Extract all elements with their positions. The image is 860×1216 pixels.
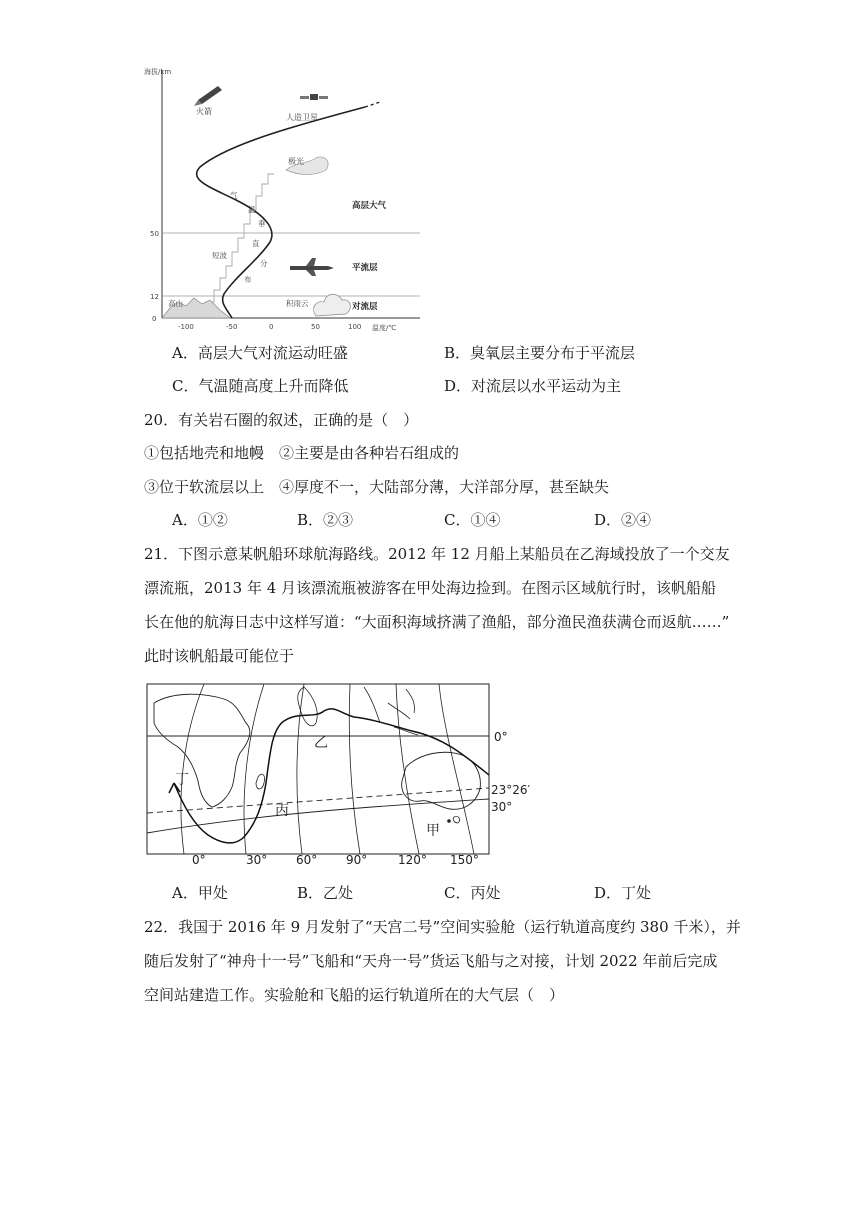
q22-stem-line-2: 随后发射了“神舟十一号”飞船和“天舟一号”货运飞船与之对接，计划 2022 年前后完成 <box>144 952 718 970</box>
rocket-icon <box>194 86 222 106</box>
q20-option-b: B．②③ <box>297 511 354 529</box>
mountain-label: 高山 <box>168 299 183 308</box>
x-axis-title: 温度/℃ <box>372 324 397 332</box>
q20-items-1: ①包括地壳和地幔 ②主要是由各种岩石组成的 <box>144 444 460 462</box>
airplane-icon <box>290 258 334 276</box>
q20-items-2: ③位于软流层以上 ④厚度不一，大陆部分薄，大洋部分厚，甚至缺失 <box>144 478 610 496</box>
q19-option-c: C．气温随高度上升而降低 <box>172 377 349 395</box>
x-tick-label: -100 <box>178 323 194 331</box>
q21-stem-line-4: 此时该帆船最可能位于 <box>144 647 295 665</box>
lon-label: 150° <box>450 853 479 867</box>
route-map <box>144 683 544 869</box>
q20-option-c: C．①④ <box>444 511 501 529</box>
q22-stem-line-3: 空间站建造工作。实验舱和飞船的运行轨道所在的大气层（ ） <box>144 986 565 1004</box>
vertical-label: 垂 <box>258 219 266 228</box>
q19-option-d: D．对流层以水平运动为主 <box>444 377 622 395</box>
y-tick-label: 12 <box>150 293 159 301</box>
q20-stem: 20．有关岩石圈的叙述，正确的是（ ） <box>144 411 419 429</box>
lon-label: 90° <box>346 853 368 867</box>
place-jia-label: 甲 <box>426 823 440 839</box>
lon-label: 0° <box>192 853 206 867</box>
aurora-label: 极光 <box>288 157 304 166</box>
lat-label: 30° <box>491 800 513 814</box>
y-tick-label: 0 <box>152 315 157 323</box>
vertical-label: 气 <box>230 191 238 200</box>
lat-label: 0° <box>494 730 508 744</box>
cloud-icon <box>314 294 351 316</box>
x-tick-label: 100 <box>348 323 362 331</box>
x-tick-label: 0 <box>269 323 274 331</box>
q21-option-a: A．甲处 <box>172 884 228 902</box>
place-yi-label: 乙 <box>314 735 328 751</box>
atmosphere-figure <box>140 62 430 334</box>
place-bing-label: 丙 <box>275 803 289 819</box>
shortwave-label: 短波 <box>212 251 227 260</box>
satellite-label: 人造卫星 <box>286 113 318 122</box>
y-axis-title: 海拔/km <box>144 68 172 76</box>
shortwave-path <box>202 174 274 312</box>
q19-option-b: B．臭氧层主要分布于平流层 <box>444 344 636 362</box>
lon-label: 120° <box>398 853 427 867</box>
lon-label: 30° <box>246 853 268 867</box>
q22-stem-line-1: 22．我国于 2016 年 9 月发射了“天宫二号”空间实验舱（运行轨道高度约 380 千米），并 <box>144 918 741 936</box>
q20-option-d: D．②④ <box>594 511 652 529</box>
satellite-icon <box>300 94 328 100</box>
temperature-curve <box>197 107 365 318</box>
vertical-label: 直 <box>252 239 260 248</box>
x-tick-label: -50 <box>226 323 238 331</box>
rocket-label: 火箭 <box>196 107 212 116</box>
q21-stem-line-3: 长在他的航海日志中这样写道：“大面积海域挤满了渔船，部分渔民渔获满仓而返航……” <box>144 613 730 631</box>
place-ding-label: 丁 <box>175 772 189 788</box>
q21-stem-line-2: 漂流瓶，2013 年 4 月该漂流瓶被游客在甲处海边捡到。在图示区域航行时，该帆船船 <box>144 579 717 597</box>
q20-option-a: A．①② <box>172 511 228 529</box>
lat-label: 23°26′ <box>491 783 531 797</box>
y-tick-label: 50 <box>150 230 159 238</box>
q21-stem-line-1: 21．下图示意某帆船环球航海路线。2012 年 12 月船上某船员在乙海域投放了一个交友 <box>144 545 730 563</box>
location-dot <box>447 819 451 823</box>
q21-option-b: B．乙处 <box>297 884 354 902</box>
vertical-label: 布 <box>244 275 252 284</box>
x-tick-label: 50 <box>311 323 320 331</box>
vertical-label: 温 <box>248 205 256 214</box>
cloud-label: 积雨云 <box>286 299 309 308</box>
q21-option-c: C．丙处 <box>444 884 501 902</box>
vertical-label: 分 <box>260 259 268 268</box>
lon-label: 60° <box>296 853 318 867</box>
q21-option-d: D．丁处 <box>594 884 652 902</box>
temperature-curve-dashed <box>365 102 380 107</box>
upper-atmosphere-label: 高层大气 <box>352 201 387 211</box>
troposphere-label: 对流层 <box>352 302 378 312</box>
stratosphere-label: 平流层 <box>352 263 378 273</box>
q19-option-a: A．高层大气对流运动旺盛 <box>172 344 348 362</box>
